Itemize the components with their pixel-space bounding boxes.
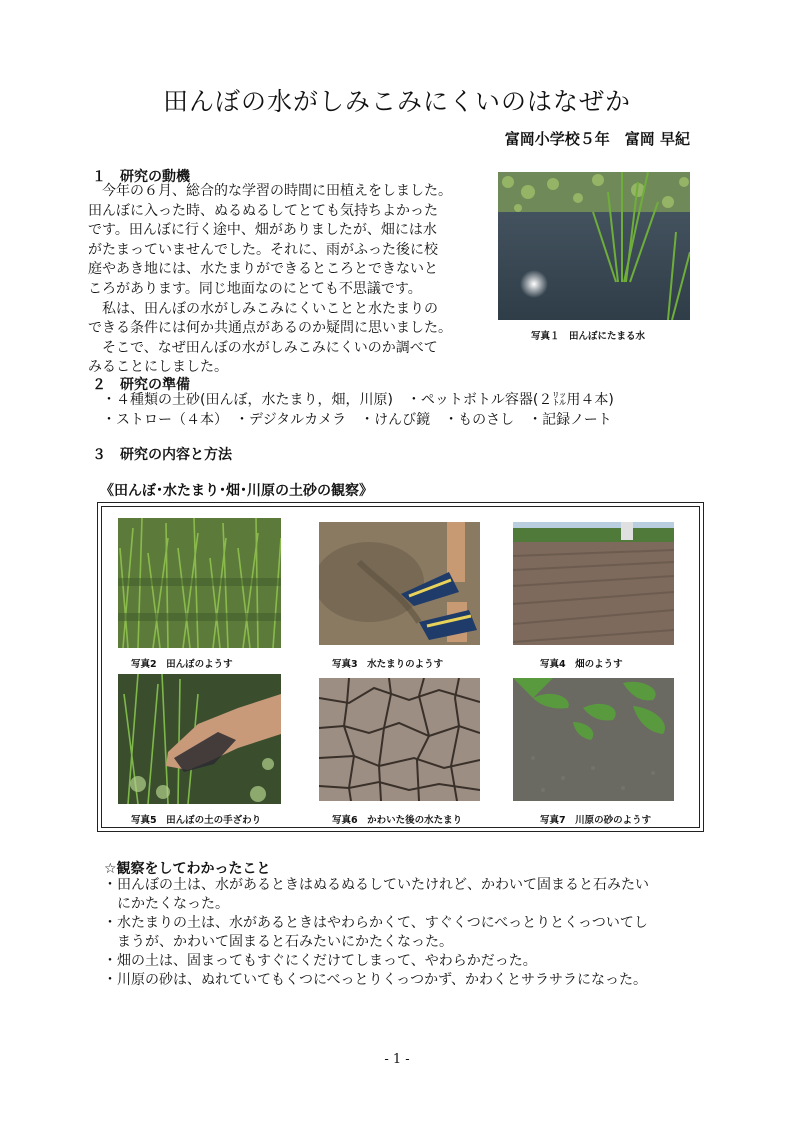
section-1-body	[88, 182, 498, 378]
list-item: ・４種類の土砂(田んぼ，水たまり，畑，川原) ・ペットボトル容器(２㍑用４本)	[102, 392, 614, 408]
text-line: 庭やあき地には、水たまりができるところとできないと	[88, 261, 438, 278]
photo-hand-mud	[118, 674, 281, 804]
observation-subheading: 《田んぼ･水たまり･畑･川原の土砂の観察》	[100, 483, 373, 499]
finding-item: ・水たまりの土は、水があるときはやわらかくて、すぐくつにべっとりとくっついてし	[103, 915, 648, 931]
photo-river-sand	[513, 678, 674, 801]
finding-item-continuation: にかたくなった。	[117, 896, 229, 912]
photo-puddle-image	[319, 522, 480, 645]
photo-5-caption: 写真5 田んぼの土の手ざわり	[131, 815, 262, 826]
document-title: 田んぼの水がしみこみにくいのはなぜか	[162, 87, 631, 116]
finding-item: ・畑の土は、固まってもすぐにくだけてしまって、やわらかだった。	[103, 953, 537, 969]
section-3-heading: ３ 研究の内容と方法	[92, 447, 232, 463]
photo-2-caption: 写真2 田んぼのようす	[131, 659, 233, 670]
finding-item: ・田んぼの土は、水があるときはぬるぬるしていたけれど、かわいて固まると石みたい	[103, 877, 649, 893]
photo-1-caption: 写真１ 田んぼにたまる水	[531, 331, 646, 342]
text-line: です。田んぼに行く途中、畑がありましたが、畑には水	[88, 222, 437, 239]
photo-river-sand-image	[513, 678, 674, 801]
text-line: できる条件には何か共通点があるのか疑問に思いました。	[88, 320, 452, 337]
page-number: - 1 -	[384, 1052, 410, 1067]
text-line: ころがあります。同じ地面なのにとても不思議です。	[88, 280, 422, 297]
photo-3-caption: 写真3 水たまりのようす	[332, 659, 444, 670]
findings-heading: ☆観察をしてわかったこと	[104, 861, 271, 877]
section-2-heading: ２ 研究の準備	[92, 377, 190, 393]
finding-item: ・川原の砂は、ぬれていてもくつにべっとりくっつかず、かわくとサラサラになった。	[103, 972, 648, 988]
photo-paddy	[118, 518, 281, 648]
text-line: 今年の６月、総合的な学習の時間に田植えをしました。	[88, 183, 452, 199]
findings-list	[103, 876, 723, 990]
text-line: がたまっていませんでした。それに、雨がふった後に校	[88, 241, 438, 258]
materials-list	[102, 391, 614, 430]
photo-puddle	[319, 522, 480, 645]
text-line: みることにしました。	[88, 359, 228, 376]
photo-7-caption: 写真7 川原の砂のようす	[540, 815, 652, 826]
photo-field-image	[513, 522, 674, 645]
photo-paddy-water-image	[498, 172, 690, 320]
text-line: 田んぼに入った時、ぬるぬるしてとても気持ちよかった	[88, 202, 438, 219]
author-line: 富岡小学校５年 富岡 早紀	[504, 130, 690, 148]
photo-field	[513, 522, 674, 645]
photo-cracked-puddle	[319, 678, 480, 801]
photo-6-caption: 写真6 かわいた後の水たまり	[332, 815, 463, 826]
text-line: そこで、なぜ田んぼの水がしみこみにくいのか調べて	[88, 339, 438, 356]
photo-4-caption: 写真4 畑のようす	[540, 659, 623, 670]
photo-hand-mud-image	[118, 674, 281, 804]
section-1-heading: １ 研究の動機	[92, 169, 190, 185]
finding-item-continuation: まうが、かわいて固まると石みたいにかたくなった。	[117, 934, 453, 950]
photo-paddy-water	[498, 172, 690, 320]
text-line: 私は、田んぼの水がしみこみにくいことと水たまりの	[88, 300, 438, 317]
photo-paddy-image	[118, 518, 281, 648]
photo-cracked-puddle-image	[319, 678, 480, 801]
list-item: ・ストロー（４本） ・デジタルカメラ ・けんび鏡 ・ものさし ・記録ノート	[102, 411, 612, 428]
